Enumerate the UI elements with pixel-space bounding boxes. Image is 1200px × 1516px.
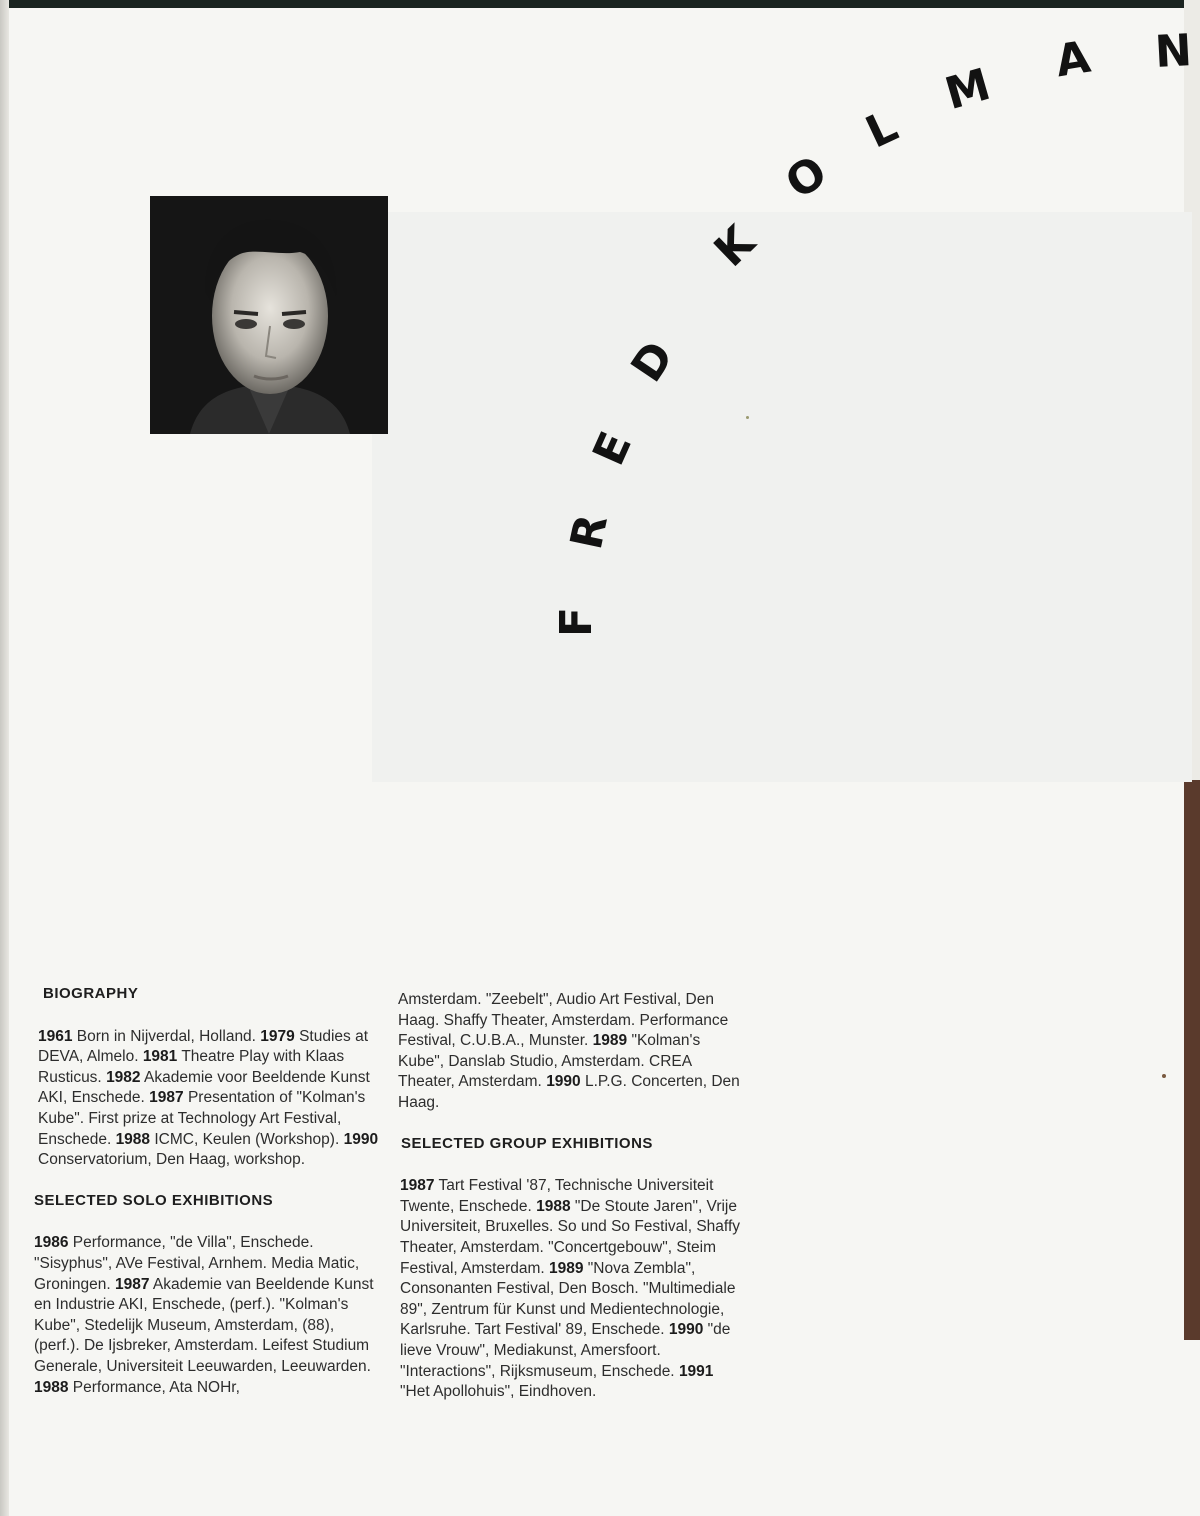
title-letter-e: E [583, 424, 642, 473]
solo-exhibitions-text-part1 [34, 1233, 379, 1398]
group-year: 1988 [536, 1197, 571, 1215]
group-year: 1990 [668, 1321, 704, 1339]
group-entry: "Het Apollohuis", Eindhoven. [400, 1383, 597, 1401]
solo-year: 1988 [34, 1378, 69, 1396]
group-exhibitions-heading: SELECTED GROUP EXHIBITIONS [401, 1134, 653, 1152]
title-letter-f: F [551, 606, 603, 638]
group-exhibitions-text [398, 1176, 743, 1403]
title-letter-r: R [560, 510, 618, 554]
bio-year: 1981 [142, 1048, 178, 1066]
solo-exhibitions-text-part2 [398, 990, 743, 1114]
background-panel [372, 212, 1192, 782]
bio-year: 1982 [106, 1068, 141, 1086]
bio-entry: Theatre Play with Klaas Rusticus. [38, 1048, 345, 1086]
solo-entry: Akademie van Beeldende Kunst en Industrie AKI, Enschede, (perf.). "Kolman's Kube", Stedelijk Museum, Amsterdam, (88),(perf.). De Ijsbreker, Amsterdam. Leifest Studium Generale, Universiteit Leeuwarden, Leeuwarden. [34, 1275, 374, 1375]
title-letter-a: A [1052, 31, 1094, 88]
bio-year: 1988 [115, 1130, 151, 1148]
group-entry: Tart Festival '87, Technische Universiteit Twente, Enschede. [400, 1177, 714, 1215]
solo-entry: L.P.G. Concerten, Den Haag. [398, 1073, 740, 1111]
paper-speck [1162, 1074, 1166, 1078]
bio-year: 1987 [149, 1089, 184, 1107]
solo-year: 1986 [34, 1234, 69, 1252]
bio-entry: Akademie voor Beeldende Kunst AKI, Enschede. [38, 1068, 370, 1107]
group-entry: "de lieve Vrouw", Mediakunst, Amersfoort. "Interactions", Rijksmuseum, Enschede. [400, 1321, 731, 1380]
top-edge [0, 0, 1200, 8]
solo-year: 1990 [546, 1073, 581, 1091]
solo-entry: Performance, "de Villa", Enschede. "Sisyphus", AVe Festival, Arnhem. Media Matic, Groningen. [34, 1234, 360, 1293]
bio-year: 1961 [38, 1027, 73, 1045]
left-text-column [34, 984, 379, 1398]
biography-text [34, 1027, 379, 1171]
group-entry: "De Stoute Jaren", Vrije Universiteit, Bruxelles. So und So Festival, Shaffy Theater, Amsterdam. "Concertgebouw", Steim Festival, Amsterdam. [400, 1197, 741, 1277]
solo-entry: "Kolman's Kube", Danslab Studio, Amsterdam. CREA Theater, Amsterdam. [398, 1032, 701, 1091]
title-letter-k: K [704, 216, 765, 277]
title-letter-l: L [858, 100, 906, 159]
solo-entry-tail: Amsterdam. "Zeebelt", Audio Art Festival, Den Haag. Shaffy Theater, Amsterdam. Performance Festival, C.U.B.A., Munster. [398, 991, 729, 1050]
portrait-image [150, 196, 388, 434]
bio-entry: Presentation of "Kolman's Kube". First prize at Technology Art Festival, Enschede. [38, 1089, 366, 1148]
page-gutter [0, 0, 9, 1516]
solo-entry-continues: Performance, Ata NOHr, [68, 1378, 240, 1396]
solo-year: 1987 [115, 1275, 150, 1293]
solo-year: 1989 [592, 1032, 628, 1050]
solo-exhibitions-heading: SELECTED SOLO EXHIBITIONS [34, 1191, 274, 1209]
bio-entry: ICMC, Keulen (Workshop). [150, 1130, 344, 1148]
right-page-edge-dark [1184, 780, 1200, 1340]
group-year: 1991 [678, 1362, 714, 1380]
right-text-column [398, 990, 743, 1403]
group-year: 1987 [400, 1177, 435, 1195]
portrait-photo [150, 196, 388, 434]
bio-year: 1990 [343, 1130, 379, 1148]
bio-entry: Born in Nijverdal, Holland. [72, 1027, 261, 1045]
paper-speck [746, 416, 749, 419]
title-letter-o: O [776, 145, 837, 210]
bio-entry: Studies at DEVA, Almelo. [38, 1027, 369, 1066]
title-letter-m: M [939, 58, 996, 121]
bio-entry: Conservatorium, Den Haag, workshop. [38, 1151, 306, 1169]
group-entry: "Nova Zembla", Consonanten Festival, Den Bosch. "Multimediale 89", Zentrum für Kunst und Medientechnologie, Karlsruhe. Tart Festival' 89, Enschede. [400, 1259, 736, 1339]
title-letter-d: D [621, 332, 685, 392]
biography-heading: BIOGRAPHY [43, 985, 139, 1002]
group-year: 1989 [549, 1259, 584, 1277]
title-letter-n: N [1153, 25, 1194, 78]
bio-year: 1979 [260, 1027, 295, 1045]
